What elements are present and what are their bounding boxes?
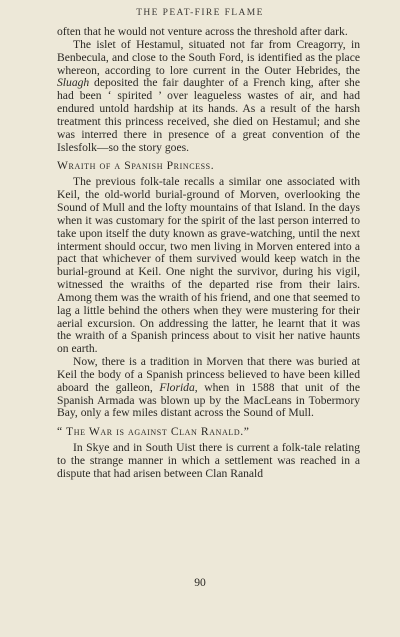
italic-term: Florida: [159, 380, 195, 394]
text-run: Now, there is a tradition in Morven that there was buried at Keil the body of a Spanish princess believed to have been killed aboard the galleon,: [57, 355, 360, 394]
section-heading: Wraith of a Spanish Princess.: [57, 159, 215, 173]
paragraph: [57, 39, 360, 155]
text-run: The islet of Hestamul, situated not far from Creagorry, in Benbecula, and close to the South Ford, is identified as the place whereon, according to lore current in the Outer Hebrides, the: [57, 37, 360, 77]
text-run: deposited the fair daughter of a French king, after she had been ‘ spirited ’ over leagueless wastes of air, and had endured untold hardship at its hands. As a result of the harsh treatment this princess received, she died on Hestamul; and she was interred there in presence of a great convention of the Islesfolk—so the story goes.: [57, 76, 360, 154]
page-number: 90: [194, 576, 206, 589]
running-head: THE PEAT-FIRE FLAME: [136, 8, 264, 18]
text-run: , when in 1588 that unit of the Spanish Armada was blown up by the MacLeans in Tobermory Bay, only a few miles distant across the Sound of Mull.: [57, 380, 360, 420]
italic-term: Sluagh: [57, 76, 90, 90]
paragraph: In Skye and in South Uist there is current a folk-tale relating to the strange manner in which a settlement was reached in a dispute that had arisen between Clan Ranald: [57, 441, 360, 480]
paragraph: often that he would not venture across the threshold after dark.: [57, 25, 348, 38]
section-heading: “ The War is against Clan Ranald.”: [57, 425, 250, 439]
paragraph: [57, 356, 360, 420]
body-text: [57, 26, 360, 481]
paragraph: The previous folk-tale recalls a similar one associated with Keil, the old-world burial-ground of Morven, overlooking the Sound of Mull and the lofty mountains of that Island. In the days when it was customary for the spirit of the last person interred to take upon itself the duty known as grave-watching, until the next interment should occur, two men living in Morven entered into a pact that whichever of them survived would keep watch in the burial-ground at Keil. One night the survivor, during his vigil, witnessed the wraiths of the departed rise from their lairs. Among them was the wraith of his friend, and one that seemed to lag a little behind the others when they were mustering for their aerial excursion. On addressing the latter, he learnt that it was the wraith of a Spanish princess about to visit her native haunts on earth.: [57, 175, 360, 356]
